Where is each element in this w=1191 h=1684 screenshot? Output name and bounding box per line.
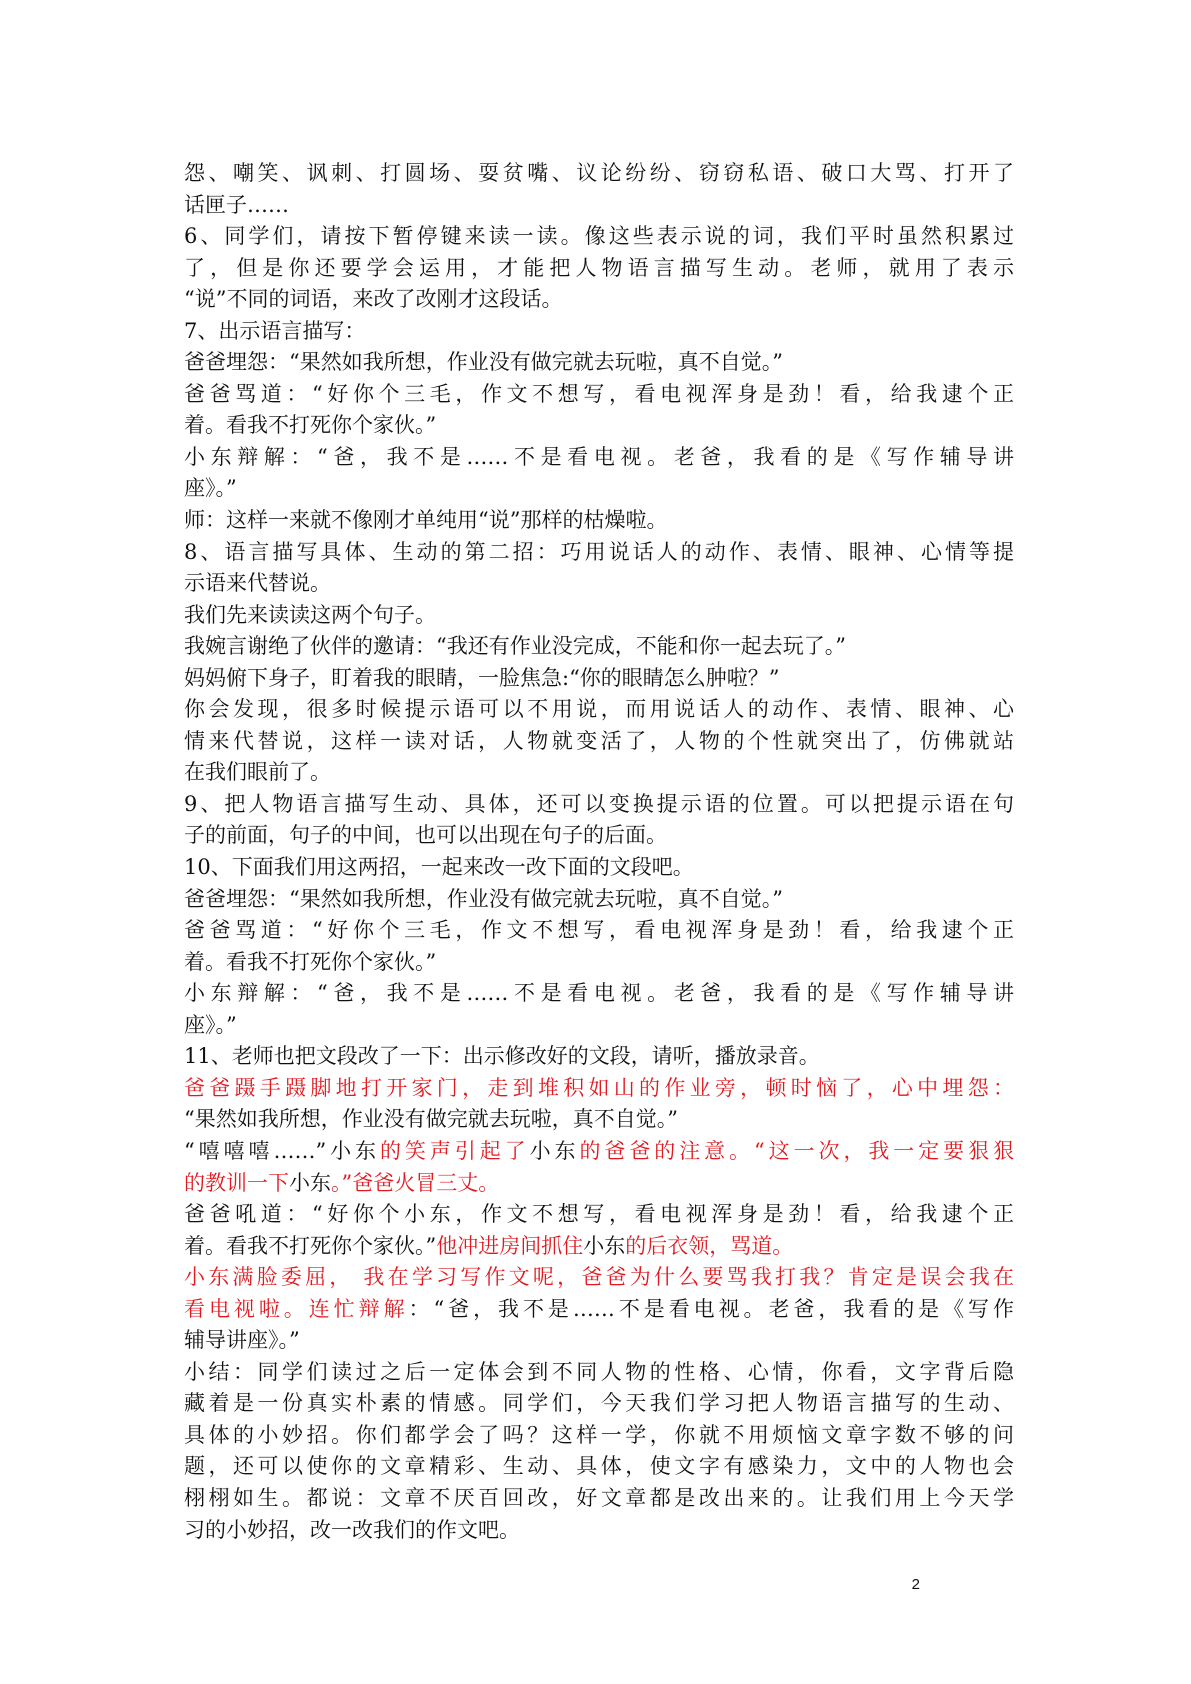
text-segment: 小结：同学们读过之后一定体会到不同人物的性格、心情，你看，文字背后隐 — [184, 1359, 1014, 1384]
text-segment: 着。看我不打死你个家伙。” — [184, 1233, 437, 1258]
text-segment: 爸爸埋怨：“果然如我所想，作业没有做完就去玩啦，真不自觉。” — [184, 350, 783, 375]
text-segment: 小东 — [289, 1170, 331, 1195]
highlighted-text: 的教训一下 — [184, 1170, 289, 1195]
text-line — [184, 852, 1014, 884]
text-segment: 小东 — [583, 1233, 626, 1258]
text-segment: ：“爸，我不是……不是看电视。老爸，我看的是《写作 — [408, 1296, 1014, 1321]
text-line — [184, 1357, 1014, 1389]
text-line — [184, 347, 1014, 379]
text-line — [184, 663, 1014, 695]
text-line — [184, 947, 1014, 979]
text-line — [184, 1262, 1014, 1294]
text-line — [184, 158, 1014, 190]
text-line — [184, 1041, 1014, 1073]
text-segment: 你会发现，很多时候提示语可以不用说，而用说话人的动作、表情、眼神、心 — [184, 697, 1014, 722]
text-segment: 子的前面，句子的中间，也可以出现在句子的后面。 — [184, 823, 667, 848]
text-line — [184, 1515, 1014, 1547]
text-segment: 11、老师也把文段改了一下：出示修改好的文段，请听，播放录音。 — [184, 1044, 820, 1069]
text-segment: 了，但是你还要学会运用，才能把人物语言描写生动。老师，就用了表示 — [184, 255, 1014, 280]
text-segment: 爸爸埋怨：“果然如我所想，作业没有做完就去玩啦，真不自觉。” — [184, 886, 783, 911]
text-line — [184, 1010, 1014, 1042]
highlighted-text: 小东满脸委屈， 我在学习写作文呢，爸爸为什么要骂我打我？肯定是误会我在 — [184, 1265, 1014, 1290]
text-line — [184, 253, 1014, 285]
text-line — [184, 316, 1014, 348]
text-line — [184, 600, 1014, 632]
text-line — [184, 1483, 1014, 1515]
text-segment: 着。看我不打死你个家伙。” — [184, 949, 437, 974]
text-segment: 我婉言谢绝了伙伴的邀请：“我还有作业没完成，不能和你一起去玩了。” — [184, 634, 846, 659]
text-segment: 栩栩如生。都说：文章不厌百回改，好文章都是改出来的。让我们用上今天学 — [184, 1485, 1014, 1510]
highlighted-text: 的后衣领，骂道。 — [625, 1233, 794, 1258]
text-segment: 爸爸骂道：“好你个三毛，作文不想写，看电视浑身是劲！看，给我逮个正 — [184, 918, 1014, 943]
text-line — [184, 221, 1014, 253]
text-line — [184, 1104, 1014, 1136]
text-line — [184, 915, 1014, 947]
text-line — [184, 284, 1014, 316]
text-line — [184, 537, 1014, 569]
text-line — [184, 1420, 1014, 1452]
text-segment: 话匣子…… — [184, 192, 289, 217]
text-segment: 辅导讲座》。” — [184, 1328, 300, 1353]
text-segment: 小东 — [529, 1138, 580, 1163]
text-line — [184, 473, 1014, 505]
text-segment: 情来代替说，这样一读对话，人物就变活了，人物的个性就突出了，仿佛就站 — [184, 728, 1014, 753]
text-segment: 我们先来读读这两个句子。 — [184, 602, 436, 627]
text-line — [184, 631, 1014, 663]
text-segment: 小东辩解：“爸，我不是……不是看电视。老爸，我看的是《写作辅导讲 — [184, 981, 1014, 1006]
highlighted-text: 他冲进房间抓住 — [436, 1233, 584, 1258]
body-text — [184, 158, 1014, 1546]
text-line — [184, 410, 1014, 442]
text-segment: 怨、嘲笑、讽刺、打圆场、耍贫嘴、议论纷纷、窃窃私语、破口大骂、打开了 — [184, 161, 1014, 185]
highlighted-text: 的爸爸的注意。“这一次，我一定要狠狠 — [579, 1138, 1014, 1163]
text-segment: 师：这样一来就不像刚才单纯用“说”那样的枯燥啦。 — [184, 508, 668, 533]
text-segment: 10、下面我们用这两招，一起来改一改下面的文段吧。 — [184, 855, 694, 880]
text-line — [184, 1294, 1014, 1326]
highlighted-text: 的笑声引起了 — [380, 1138, 530, 1163]
text-segment: 着。看我不打死你个家伙。” — [184, 413, 437, 438]
text-line — [184, 190, 1014, 222]
text-line — [184, 884, 1014, 916]
text-line — [184, 1231, 1014, 1263]
text-segment: “说”不同的词语，来改了改刚才这段话。 — [184, 287, 563, 312]
text-line — [184, 820, 1014, 852]
text-segment: 7、出示语言描写： — [184, 318, 366, 343]
text-line — [184, 694, 1014, 726]
text-segment: 座》。” — [184, 1012, 237, 1037]
text-line — [184, 1388, 1014, 1420]
text-line — [184, 379, 1014, 411]
page-number: 2 — [911, 1576, 920, 1593]
text-segment: 习的小妙招，改一改我们的作文吧。 — [184, 1517, 520, 1542]
text-segment: 8、语言描写具体、生动的第二招：巧用说话人的动作、表情、眼神、心情等提 — [184, 539, 1014, 564]
text-segment: 示语来代替说。 — [184, 571, 331, 596]
highlighted-text: 爸爸蹑手蹑脚地打开家门，走到堆积如山的作业旁，顿时恼了，心中埋怨： — [184, 1075, 1014, 1100]
text-segment: 在我们眼前了。 — [184, 760, 331, 785]
text-segment: “果然如我所想，作业没有做完就去玩啦，真不自觉。” — [184, 1107, 678, 1132]
text-line — [184, 505, 1014, 537]
text-line — [184, 1073, 1014, 1105]
text-segment: 爸爸吼道：“好你个小东，作文不想写，看电视浑身是劲！看，给我逮个正 — [184, 1202, 1014, 1227]
text-line — [184, 978, 1014, 1010]
text-line — [184, 726, 1014, 758]
text-line — [184, 1199, 1014, 1231]
text-segment: 题，还可以使你的文章精彩、生动、具体，使文字有感染力，文中的人物也会 — [184, 1454, 1014, 1479]
text-segment: 9、把人物语言描写生动、具体，还可以变换提示语的位置。可以把提示语在句 — [184, 791, 1014, 816]
text-line — [184, 568, 1014, 600]
text-segment: “嘻嘻嘻……”小东 — [184, 1138, 380, 1163]
text-line — [184, 757, 1014, 789]
text-line — [184, 1325, 1014, 1357]
text-segment: 小东辩解：“爸，我不是……不是看电视。老爸，我看的是《写作辅导讲 — [184, 444, 1014, 469]
text-segment: 藏着是一份真实朴素的情感。同学们，今天我们学习把人物语言描写的生动、 — [184, 1391, 1014, 1416]
text-segment: 具体的小妙招。你们都学会了吗？这样一学，你就不用烦恼文章字数不够的问 — [184, 1422, 1014, 1447]
text-line — [184, 1451, 1014, 1483]
highlighted-text: 。”爸爸火冒三丈。 — [331, 1170, 500, 1195]
text-line — [184, 789, 1014, 821]
text-line — [184, 442, 1014, 474]
text-segment: 妈妈俯下身子，盯着我的眼睛，一脸焦急:“你的眼睛怎么肿啦？” — [184, 665, 780, 690]
text-segment: 6、同学们，请按下暂停键来读一读。像这些表示说的词，我们平时虽然积累过 — [184, 224, 1014, 249]
highlighted-text: 看电视啦。连忙辩解 — [184, 1296, 409, 1321]
text-segment: 爸爸骂道：“好你个三毛，作文不想写，看电视浑身是劲！看，给我逮个正 — [184, 381, 1014, 406]
text-line — [184, 1168, 1014, 1200]
text-line — [184, 1136, 1014, 1168]
text-segment: 座》。” — [184, 476, 237, 501]
